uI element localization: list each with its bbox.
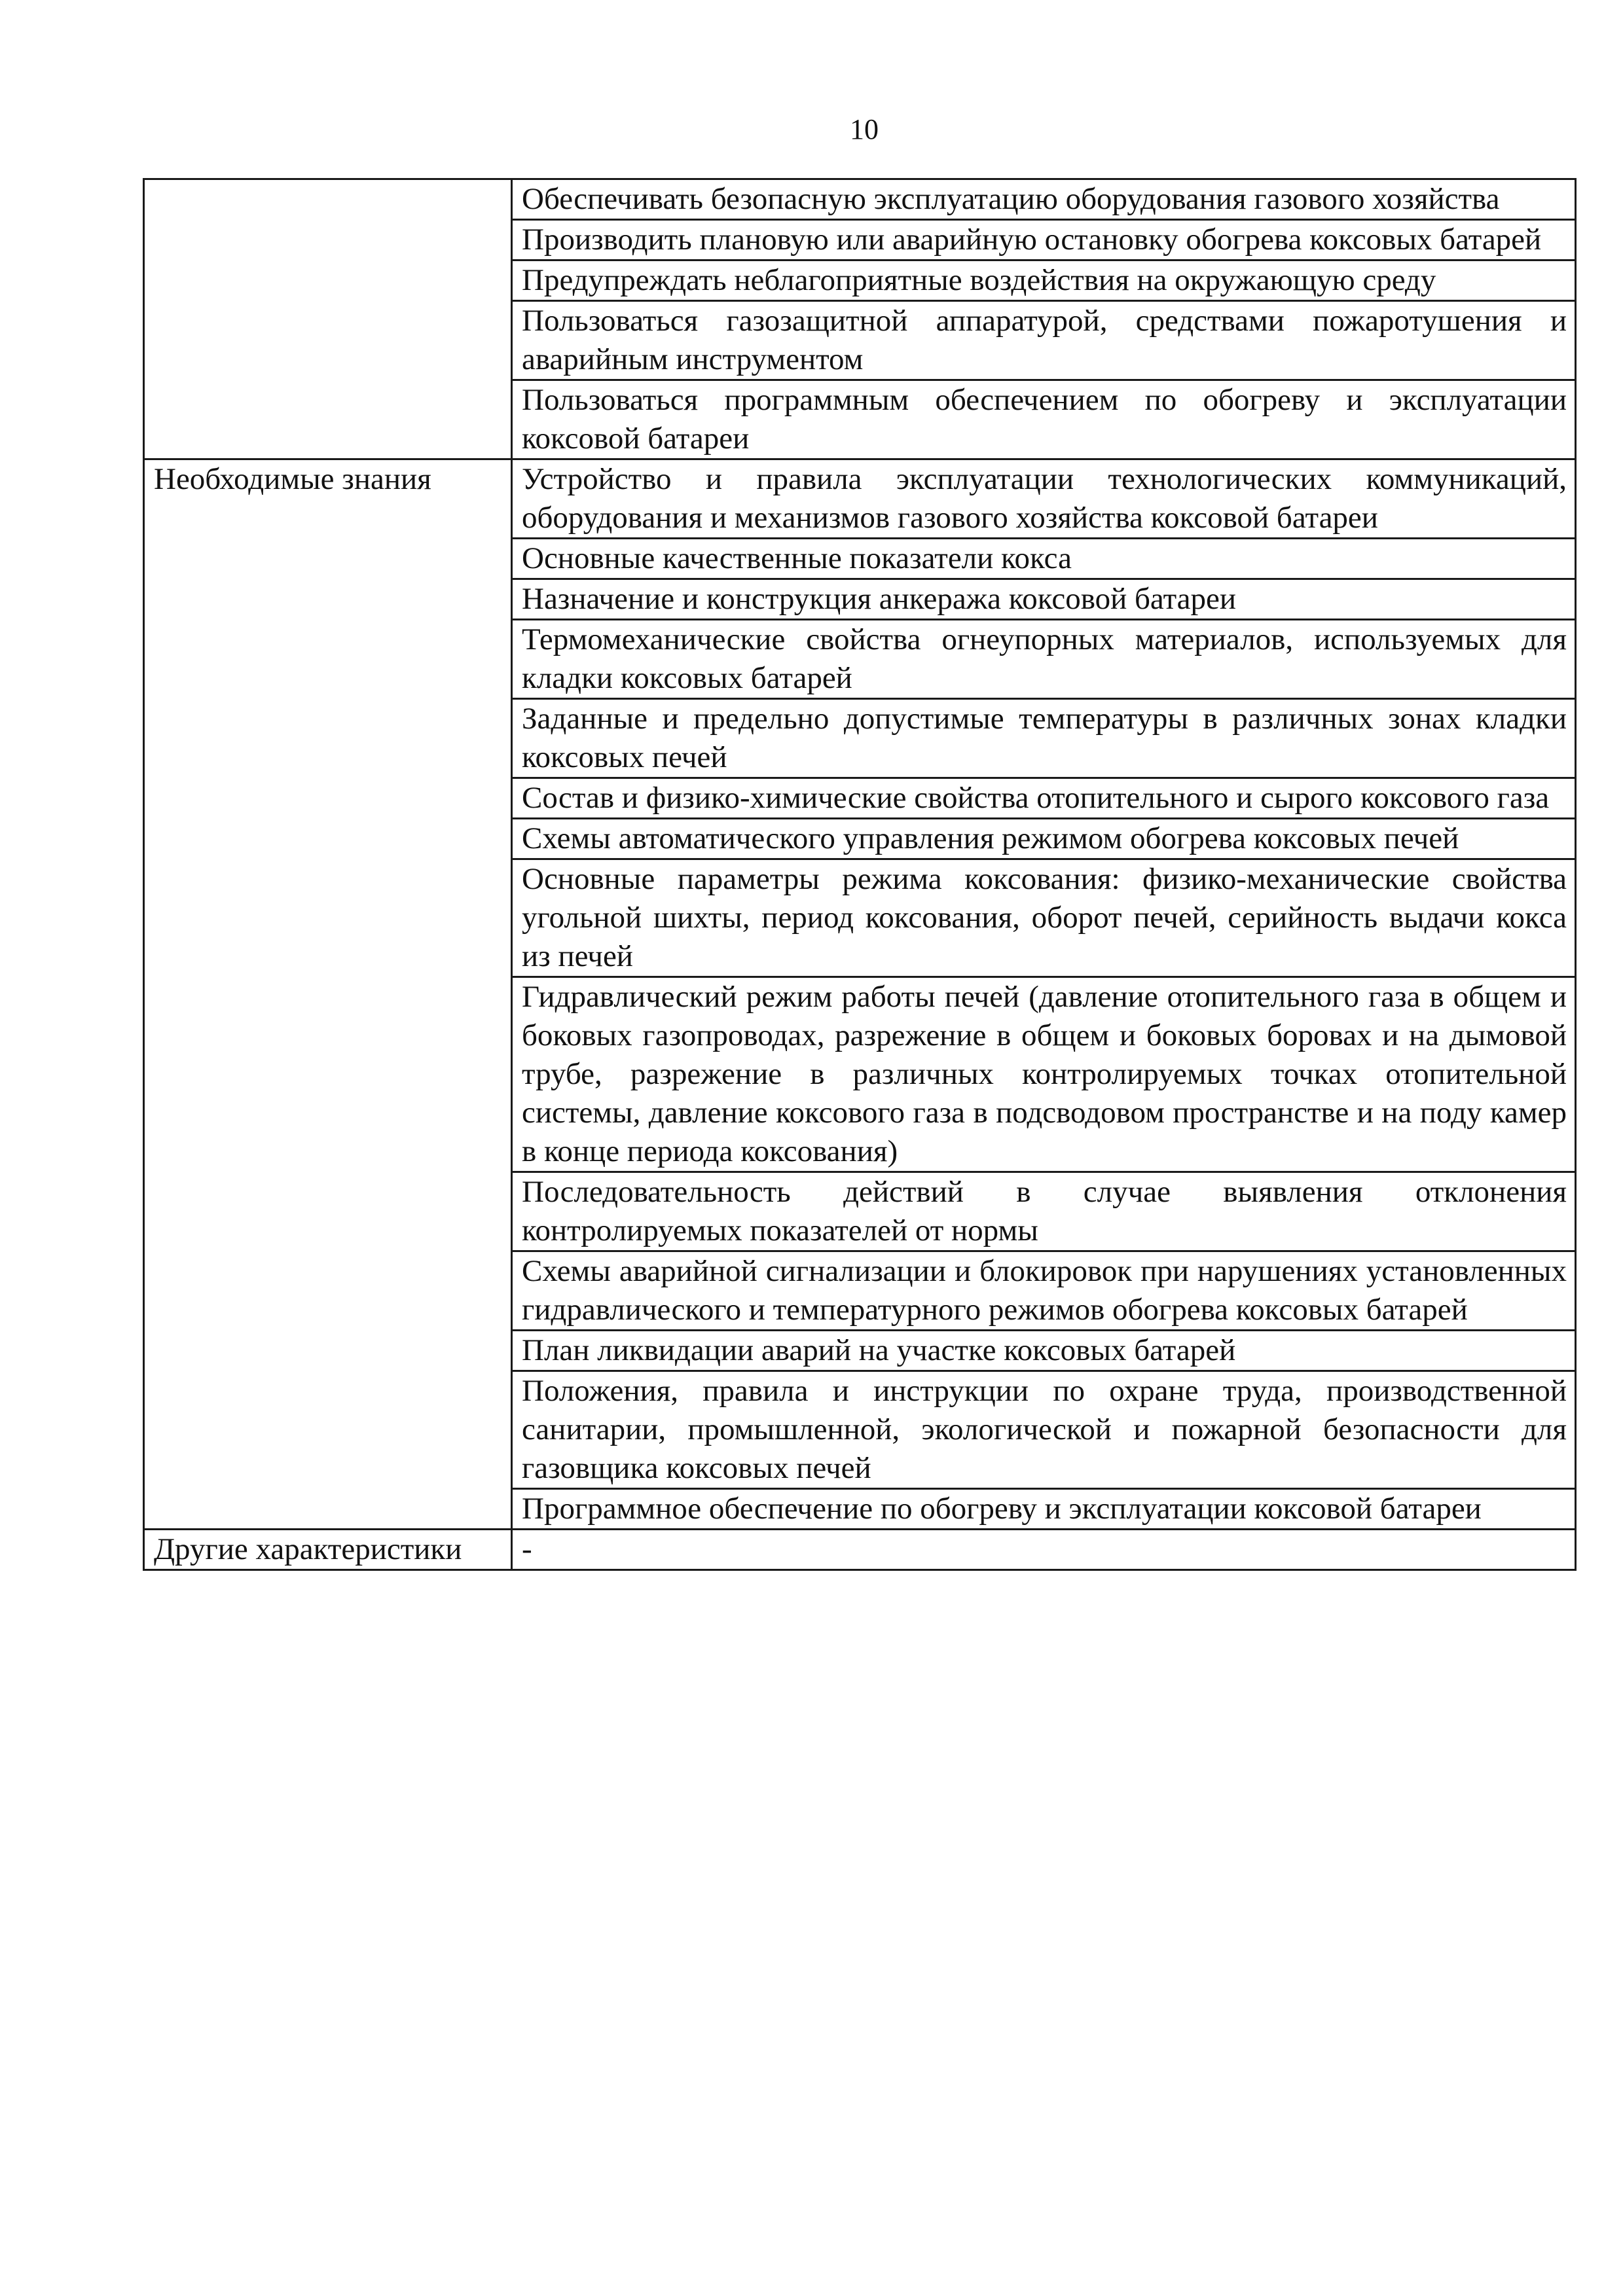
knowledge-label: Необходимые знания [144, 459, 512, 1530]
knowledge-item: План ликвидации аварий на участке коксовых батарей [512, 1331, 1576, 1371]
skill-item: Пользоваться программным обеспечением по обогреву и эксплуатации коксовой батареи [512, 380, 1576, 459]
knowledge-item: Последовательность действий в случае выявления отклонения контролируемых показателей от нормы [512, 1172, 1576, 1251]
other-characteristics-value: - [512, 1530, 1576, 1570]
skill-item: Производить плановую или аварийную остановку обогрева коксовых батарей [512, 220, 1576, 260]
knowledge-item: Основные качественные показатели кокса [512, 539, 1576, 579]
knowledge-item: Термомеханические свойства огнеупорных материалов, используемых для кладки коксовых батарей [512, 620, 1576, 699]
knowledge-item: Устройство и правила эксплуатации технологических коммуникаций, оборудования и механизмов газового хозяйства коксовой батареи [512, 459, 1576, 539]
table-row [144, 179, 1576, 220]
knowledge-item: Назначение и конструкция анкеража коксовой батареи [512, 579, 1576, 620]
characteristics-table [143, 178, 1577, 1571]
knowledge-item: Схемы аварийной сигнализации и блокировок при нарушениях установленных гидравлического и температурного режимов обогрева коксовых батарей [512, 1251, 1576, 1331]
skill-item: Предупреждать неблагоприятные воздействия на окружающую среду [512, 260, 1576, 301]
skill-item: Обеспечивать безопасную эксплуатацию оборудования газового хозяйства [512, 179, 1576, 220]
skills-label-cell [144, 179, 512, 459]
knowledge-item: Программное обеспечение по обогреву и эксплуатации коксовой батареи [512, 1489, 1576, 1530]
knowledge-item: Схемы автоматического управления режимом обогрева коксовых печей [512, 819, 1576, 859]
knowledge-item: Состав и физико-химические свойства отопительного и сырого коксового газа [512, 778, 1576, 819]
knowledge-item: Положения, правила и инструкции по охране труда, производственной санитарии, промышленной, экологической и пожарной безопасности для газовщика коксовых печей [512, 1371, 1576, 1489]
skill-item: Пользоваться газозащитной аппаратурой, средствами пожаротушения и аварийным инструментом [512, 301, 1576, 380]
other-characteristics-label: Другие характеристики [144, 1530, 512, 1570]
page-number: 10 [850, 113, 879, 145]
knowledge-item: Основные параметры режима коксования: физико-механические свойства угольной шихты, период коксования, оборот печей, серийность выдачи кокса из печей [512, 859, 1576, 977]
table-row [144, 1530, 1576, 1570]
knowledge-item: Гидравлический режим работы печей (давление отопительного газа в общем и боковых газопроводах, разрежение в общем и боковых боровах и на дымовой трубе, разрежение в различных контролируемых точках отопительной системы, давление коксового газа в подсводовом пространстве и на поду камер в конце периода коксования) [512, 977, 1576, 1172]
table-row [144, 459, 1576, 539]
knowledge-item: Заданные и предельно допустимые температуры в различных зонах кладки коксовых печей [512, 699, 1576, 778]
